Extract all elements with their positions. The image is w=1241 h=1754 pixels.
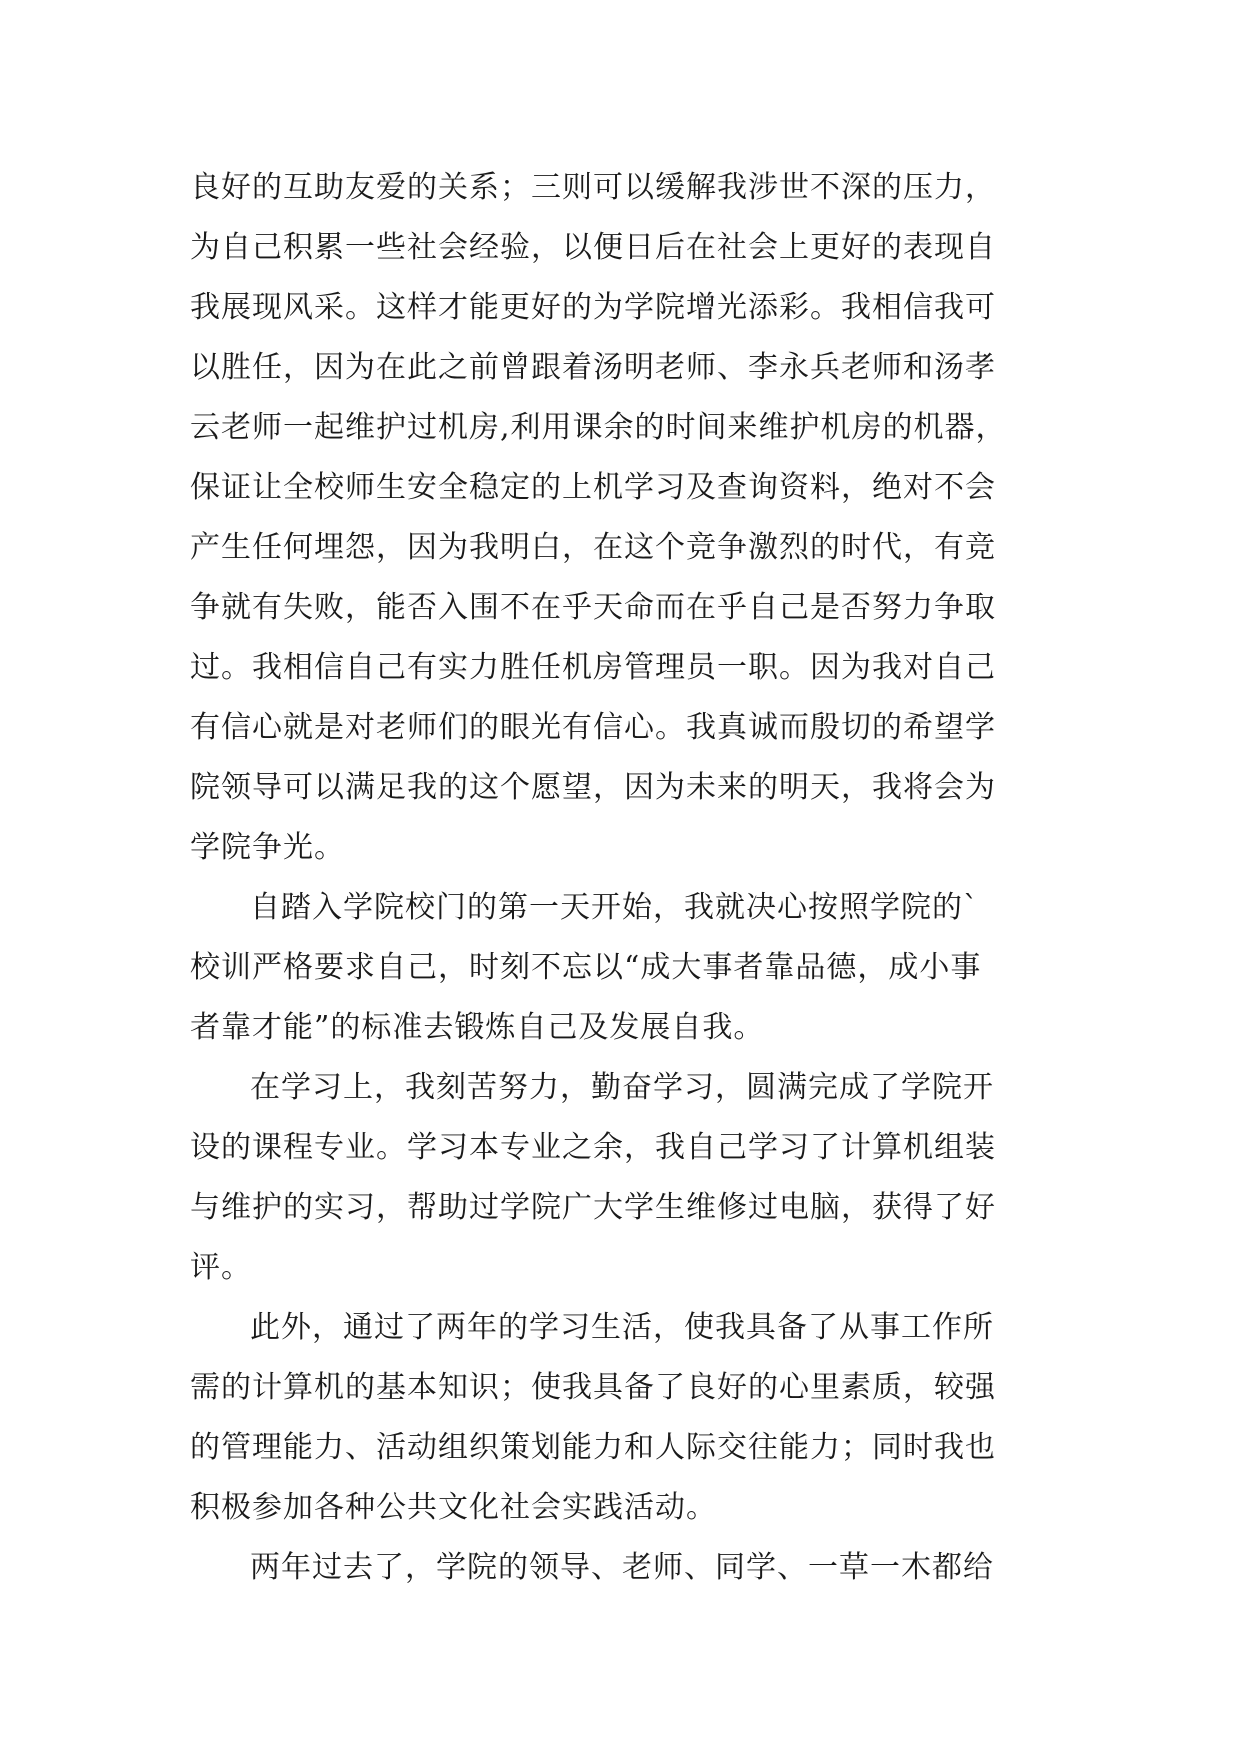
text-line: 以胜任，因为在此之前曾跟着汤明老师、李永兵老师和汤孝 — [190, 350, 996, 385]
text-line: 院领导可以满足我的这个愿望，因为未来的明天，我将会为 — [190, 770, 996, 805]
paragraph-start-line: 在学习上，我刻苦努力，勤奋学习，圆满完成了学院开 — [250, 1070, 994, 1105]
text-line: 云老师一起维护过机房,利用课余的时间来维护机房的机器， — [190, 410, 1007, 445]
text-line: 校训严格要求自己，时刻不忘以“成大事者靠品德，成小事 — [190, 950, 982, 985]
text-line: 我展现风采。这样才能更好的为学院增光添彩。我相信我可 — [190, 290, 996, 325]
text-line: 保证让全校师生安全稳定的上机学习及查询资料，绝对不会 — [190, 470, 996, 505]
paragraph-start-line: 两年过去了，学院的领导、老师、同学、一草一木都给 — [250, 1550, 994, 1585]
paragraph-start-line: 自踏入学院校门的第一天开始，我就决心按照学院的` — [250, 890, 979, 925]
text-line: 设的课程专业。学习本专业之余，我自己学习了计算机组装 — [190, 1130, 996, 1165]
text-line: 积极参加各种公共文化社会实践活动。 — [190, 1490, 717, 1525]
text-line: 评。 — [190, 1250, 252, 1285]
text-line: 争就有失败，能否入围不在乎天命而在乎自己是否努力争取 — [190, 590, 996, 625]
document-body — [190, 158, 1060, 1598]
text-line: 的管理能力、活动组织策划能力和人际交往能力；同时我也 — [190, 1430, 996, 1465]
text-line: 有信心就是对老师们的眼光有信心。我真诚而殷切的希望学 — [190, 710, 996, 745]
paragraph-start-line: 此外，通过了两年的学习生活，使我具备了从事工作所 — [250, 1310, 994, 1345]
text-line: 学院争光。 — [190, 830, 345, 865]
text-line: 需的计算机的基本知识；使我具备了良好的心里素质，较强 — [190, 1370, 996, 1405]
text-line: 良好的互助友爱的关系；三则可以缓解我涉世不深的压力， — [190, 170, 996, 205]
text-line: 为自己积累一些社会经验，以便日后在社会上更好的表现自 — [190, 230, 996, 265]
text-line: 产生任何埋怨，因为我明白，在这个竞争激烈的时代，有竞 — [190, 530, 996, 565]
text-line: 与维护的实习，帮助过学院广大学生维修过电脑，获得了好 — [190, 1190, 996, 1225]
text-line: 过。我相信自己有实力胜任机房管理员一职。因为我对自己 — [190, 650, 996, 685]
text-line: 者靠才能”的标准去锻炼自己及发展自我。 — [190, 1010, 765, 1045]
